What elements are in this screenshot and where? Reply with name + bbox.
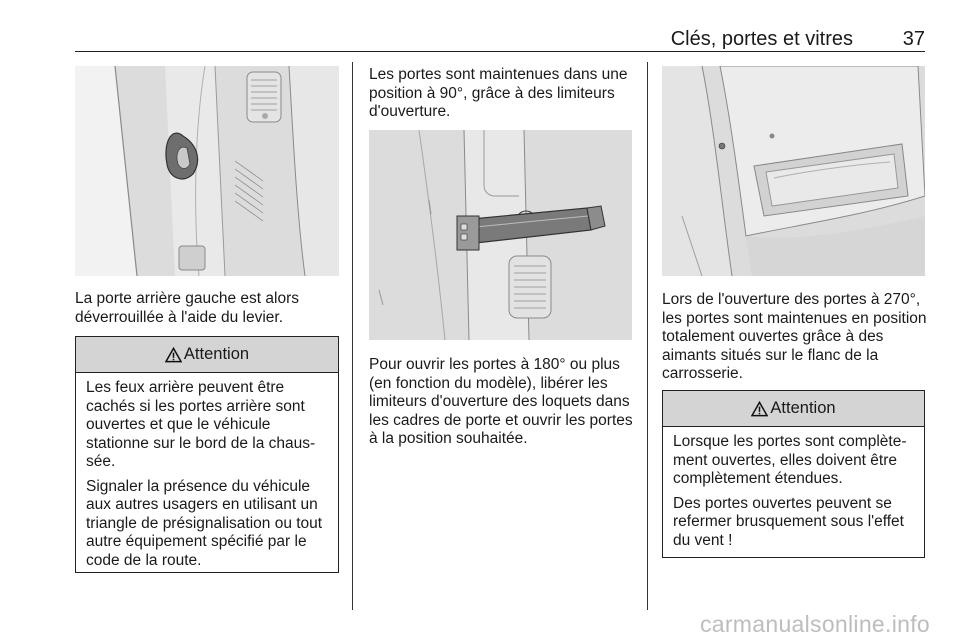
paragraph-left-lever: La porte arrière gauche est alors déverrouillée à l'aide du levier.	[75, 290, 300, 326]
column-divider-1	[352, 62, 353, 610]
paragraph-open-180: Pour ouvrir les portes à 180° ou plus (en fonction du modèle), libérer les limiteurs d'ouverture des loquets dans les cadres de porte et ouvrir les portes à la position souhaitée.	[369, 356, 633, 447]
section-title: Clés, portes et vitres	[670, 28, 853, 50]
paragraph-open-270: Lors de l'ouverture des portes à 270°, les portes sont maintenues en position totalement ouvertes grâce à des aimants situés sur le flanc de la carrosserie.	[662, 291, 927, 382]
illustration-door-lever	[75, 66, 339, 276]
warning-header	[663, 391, 924, 427]
watermark: carmanualsonline.info	[699, 611, 930, 637]
paragraph-door-limiters: Les portes sont maintenues dans une position à 90°, grâce à des limiteurs d'ouverture.	[369, 66, 628, 120]
page-header	[75, 26, 925, 52]
warning-paragraph: Les feux arrière peuvent être cachés si les portes arrière sont ouvertes et que le véhicule stationne sur le bord de la chaus-sée.	[86, 379, 316, 470]
warning-paragraph: Lorsque les portes sont complète-ment ouvertes, elles doivent être complètement étendues.	[673, 433, 907, 487]
illustration-door-magnet	[662, 66, 925, 276]
warning-box-rear-lights	[75, 336, 339, 573]
warning-paragraph: Signaler la présence du véhicule aux autres usagers en utilisant un triangle de présignalisation ou tout autre équipement spécifié par le code de la route.	[86, 477, 323, 569]
warning-triangle-icon	[165, 347, 182, 363]
warning-header	[76, 337, 338, 373]
illustration-door-limiter	[369, 130, 632, 340]
warning-paragraph: Des portes ouvertes peuvent se refermer brusquement sous l'effet du vent !	[673, 494, 904, 549]
warning-body	[663, 427, 924, 550]
page-number: 37	[902, 28, 925, 50]
warning-triangle-icon	[751, 401, 768, 417]
warning-box-wind	[662, 390, 925, 558]
warning-title: Attention	[770, 399, 836, 417]
warning-body	[76, 373, 338, 570]
warning-title: Attention	[183, 345, 250, 363]
column-divider-2	[647, 62, 648, 610]
